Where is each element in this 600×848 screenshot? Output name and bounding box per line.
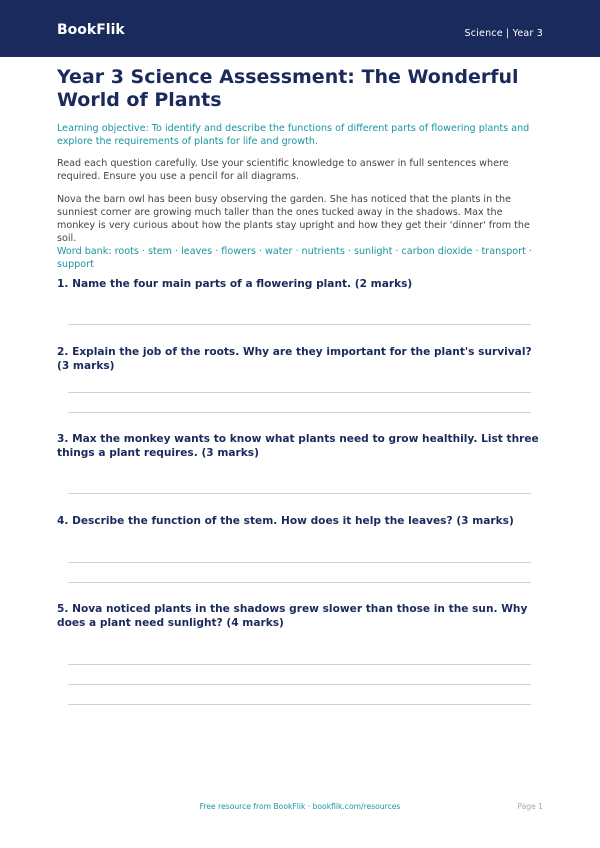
brand-logo: BookFlik — [57, 22, 125, 38]
page-title: Year 3 Science Assessment: The Wonderful World of Plants — [57, 66, 519, 111]
answer-line[interactable] — [68, 324, 531, 325]
question-5: 5. Nova noticed plants in the shadows grew slower than those in the sun. Why does a plant need sunlight? (4 marks) — [57, 603, 528, 629]
footer-credit: Free resource from BookFlik · bookflik.com/resources — [199, 802, 401, 811]
story-intro: Nova the barn owl has been busy observing the garden. She has noticed that the plants in the sunniest corner are growing much taller than the ones tucked away in the shadows. Max the monkey is very curious about how the plants stay upright and how they get their 'dinner' from the soil. — [57, 194, 530, 244]
subject-year-label: Science | Year 3 — [464, 28, 543, 39]
instructions: Read each question carefully. Use your scientific knowledge to answer in full sentences where required. Ensure you use a pencil for all diagrams. — [57, 158, 509, 182]
answer-line[interactable] — [68, 493, 531, 494]
page-number: Page 1 — [517, 802, 543, 811]
page-header — [0, 0, 600, 57]
learning-objective: Learning objective: To identify and describe the functions of different parts of flowering plants and explore the requirements of plants for life and growth. — [57, 123, 530, 147]
answer-line[interactable] — [68, 684, 531, 685]
answer-line[interactable] — [68, 412, 531, 413]
answer-line[interactable] — [68, 562, 531, 563]
question-3: 3. Max the monkey wants to know what plants need to grow healthily. List three things a plant requires. (3 marks) — [57, 433, 539, 459]
answer-line[interactable] — [68, 582, 531, 583]
word-bank: Word bank: roots · stem · leaves · flowers · water · nutrients · sunlight · carbon dioxide · transport · support — [57, 246, 532, 270]
answer-line[interactable] — [68, 392, 531, 393]
answer-line[interactable] — [68, 664, 531, 665]
question-1: 1. Name the four main parts of a flowering plant. (2 marks) — [57, 278, 413, 290]
answer-line[interactable] — [68, 704, 531, 705]
question-2: 2. Explain the job of the roots. Why are they important for the plant's survival? (3 marks) — [57, 346, 532, 372]
question-4: 4. Describe the function of the stem. How does it help the leaves? (3 marks) — [57, 515, 514, 527]
